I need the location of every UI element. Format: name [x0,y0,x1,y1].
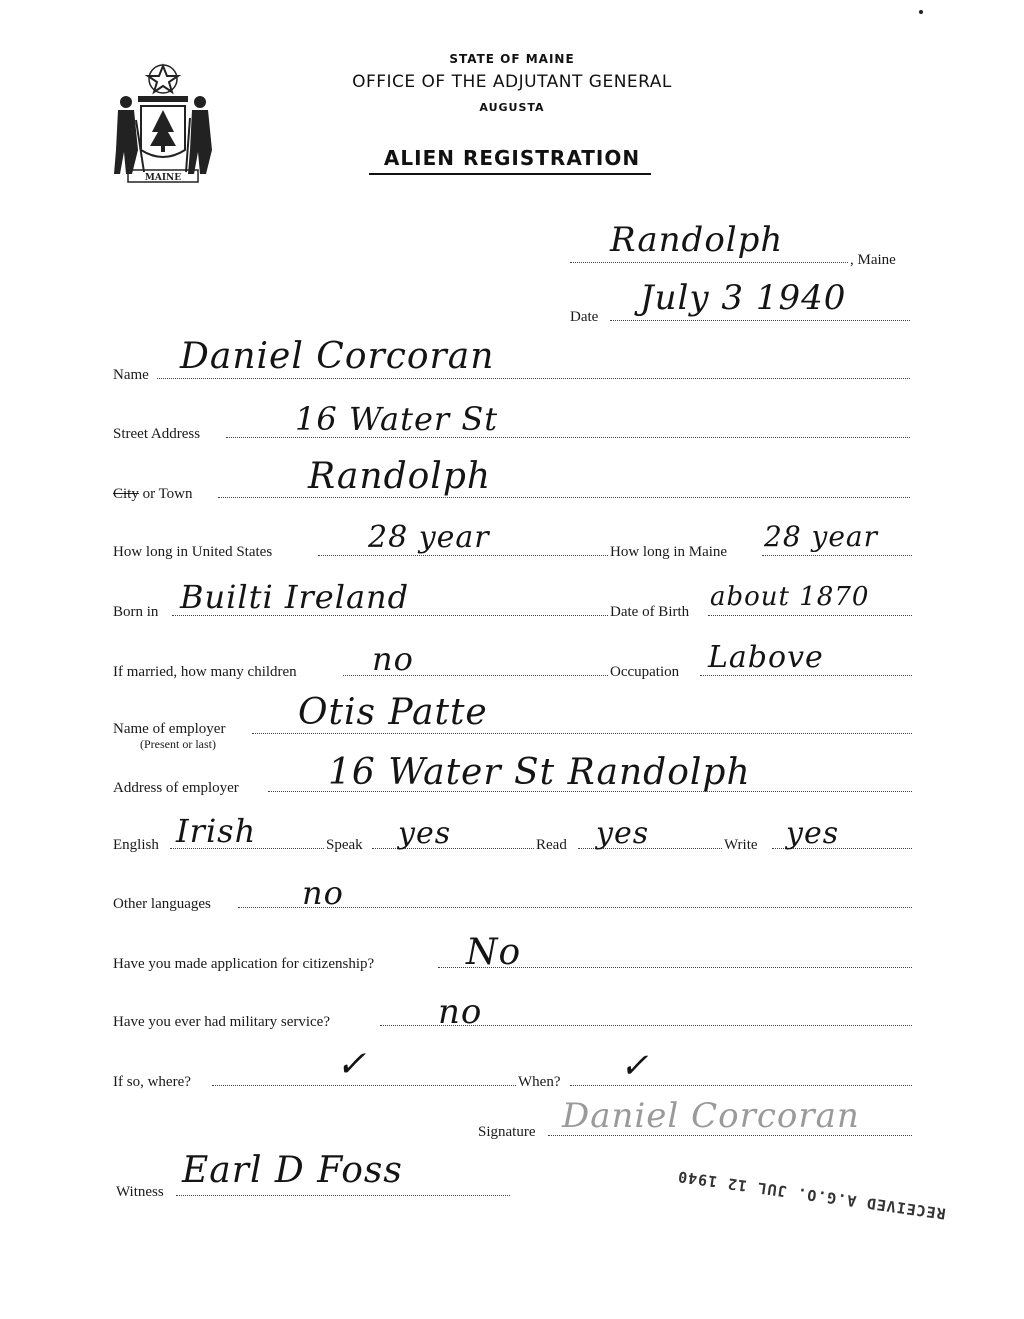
citizenship-label: Have you made application for citizenship? [113,956,375,972]
citizenship-value: No [466,932,522,973]
name-value: Daniel Corcoran [180,336,495,377]
when-label: When? [518,1074,561,1090]
when-value: ✓ [620,1046,650,1086]
how-long-maine-line [762,555,912,556]
header-city: AUGUSTA [479,101,545,114]
date-value: July 3 1940 [640,278,847,318]
married-children-label: If married, how many children [113,664,297,680]
occupation-line [700,675,912,676]
english-label: English [113,837,159,853]
corner-mark [919,10,923,14]
born-in-value: Builti Ireland [180,578,410,616]
occupation-label: Occupation [610,664,680,680]
speak-label: Speak [326,837,363,853]
how-long-us-label: How long in United States [113,544,273,560]
read-label: Read [536,837,567,853]
employer-address-value: 16 Water St Randolph [328,752,751,793]
street-address-label: Street Address [113,426,201,442]
how-long-maine-value: 28 year [764,520,878,553]
married-children-value: no [372,640,414,678]
signature-value: Daniel Corcoran [562,1096,860,1136]
svg-text:MAINE: MAINE [144,173,182,183]
other-languages-value: no [302,874,344,912]
how-long-maine-label: How long in Maine [610,544,728,560]
english-value: Irish [176,812,257,850]
city-town-label: City or Town [113,486,193,502]
date-line [610,320,910,321]
speak-value: yes [398,816,452,851]
how-long-us-value: 28 year [368,520,490,555]
if-so-where-label: If so, where? [113,1074,191,1090]
witness-label: Witness [116,1184,164,1200]
read-value: yes [596,816,650,851]
city-town-line [218,497,910,498]
other-languages-label: Other languages [113,896,211,912]
military-value: no [438,992,483,1032]
city-town-value: Randolph [308,456,492,497]
where-line [212,1085,516,1086]
speak-line [372,848,534,849]
street-address-value: 16 Water St [295,400,499,438]
name-line [157,378,910,379]
signature-label: Signature [478,1124,536,1140]
date-label: Date [570,309,599,325]
town-value: Randolph [610,220,784,260]
employer-name-line [252,733,912,734]
witness-value: Earl D Foss [182,1150,403,1191]
received-stamp: RECEIVED A.G.O. JUL 12 1940 [676,1167,947,1223]
occupation-value: Labove [708,640,824,675]
born-in-label: Born in [113,604,159,620]
write-label: Write [724,837,758,853]
form-title: ALIEN REGISTRATION [383,146,641,170]
header-state: STATE OF MAINE [449,52,575,66]
header-office: OFFICE OF THE ADJUTANT GENERAL [352,72,672,92]
where-value: ✓ [336,1044,368,1085]
date-of-birth-label: Date of Birth [610,604,690,620]
title-underline [369,173,651,175]
witness-line [176,1195,510,1196]
employer-name-label: Name of employer [113,721,226,737]
how-long-us-line [318,555,608,556]
town-line [570,262,848,263]
military-label: Have you ever had military service? [113,1014,330,1030]
date-of-birth-line [708,615,912,616]
write-value: yes [786,816,840,851]
date-of-birth-value: about 1870 [710,582,870,612]
name-label: Name [113,367,149,383]
employer-name-value: Otis Patte [298,692,488,733]
employer-address-label: Address of employer [113,780,239,796]
employer-sub-label: (Present or last) [140,737,216,751]
maine-label: , Maine [850,252,896,268]
